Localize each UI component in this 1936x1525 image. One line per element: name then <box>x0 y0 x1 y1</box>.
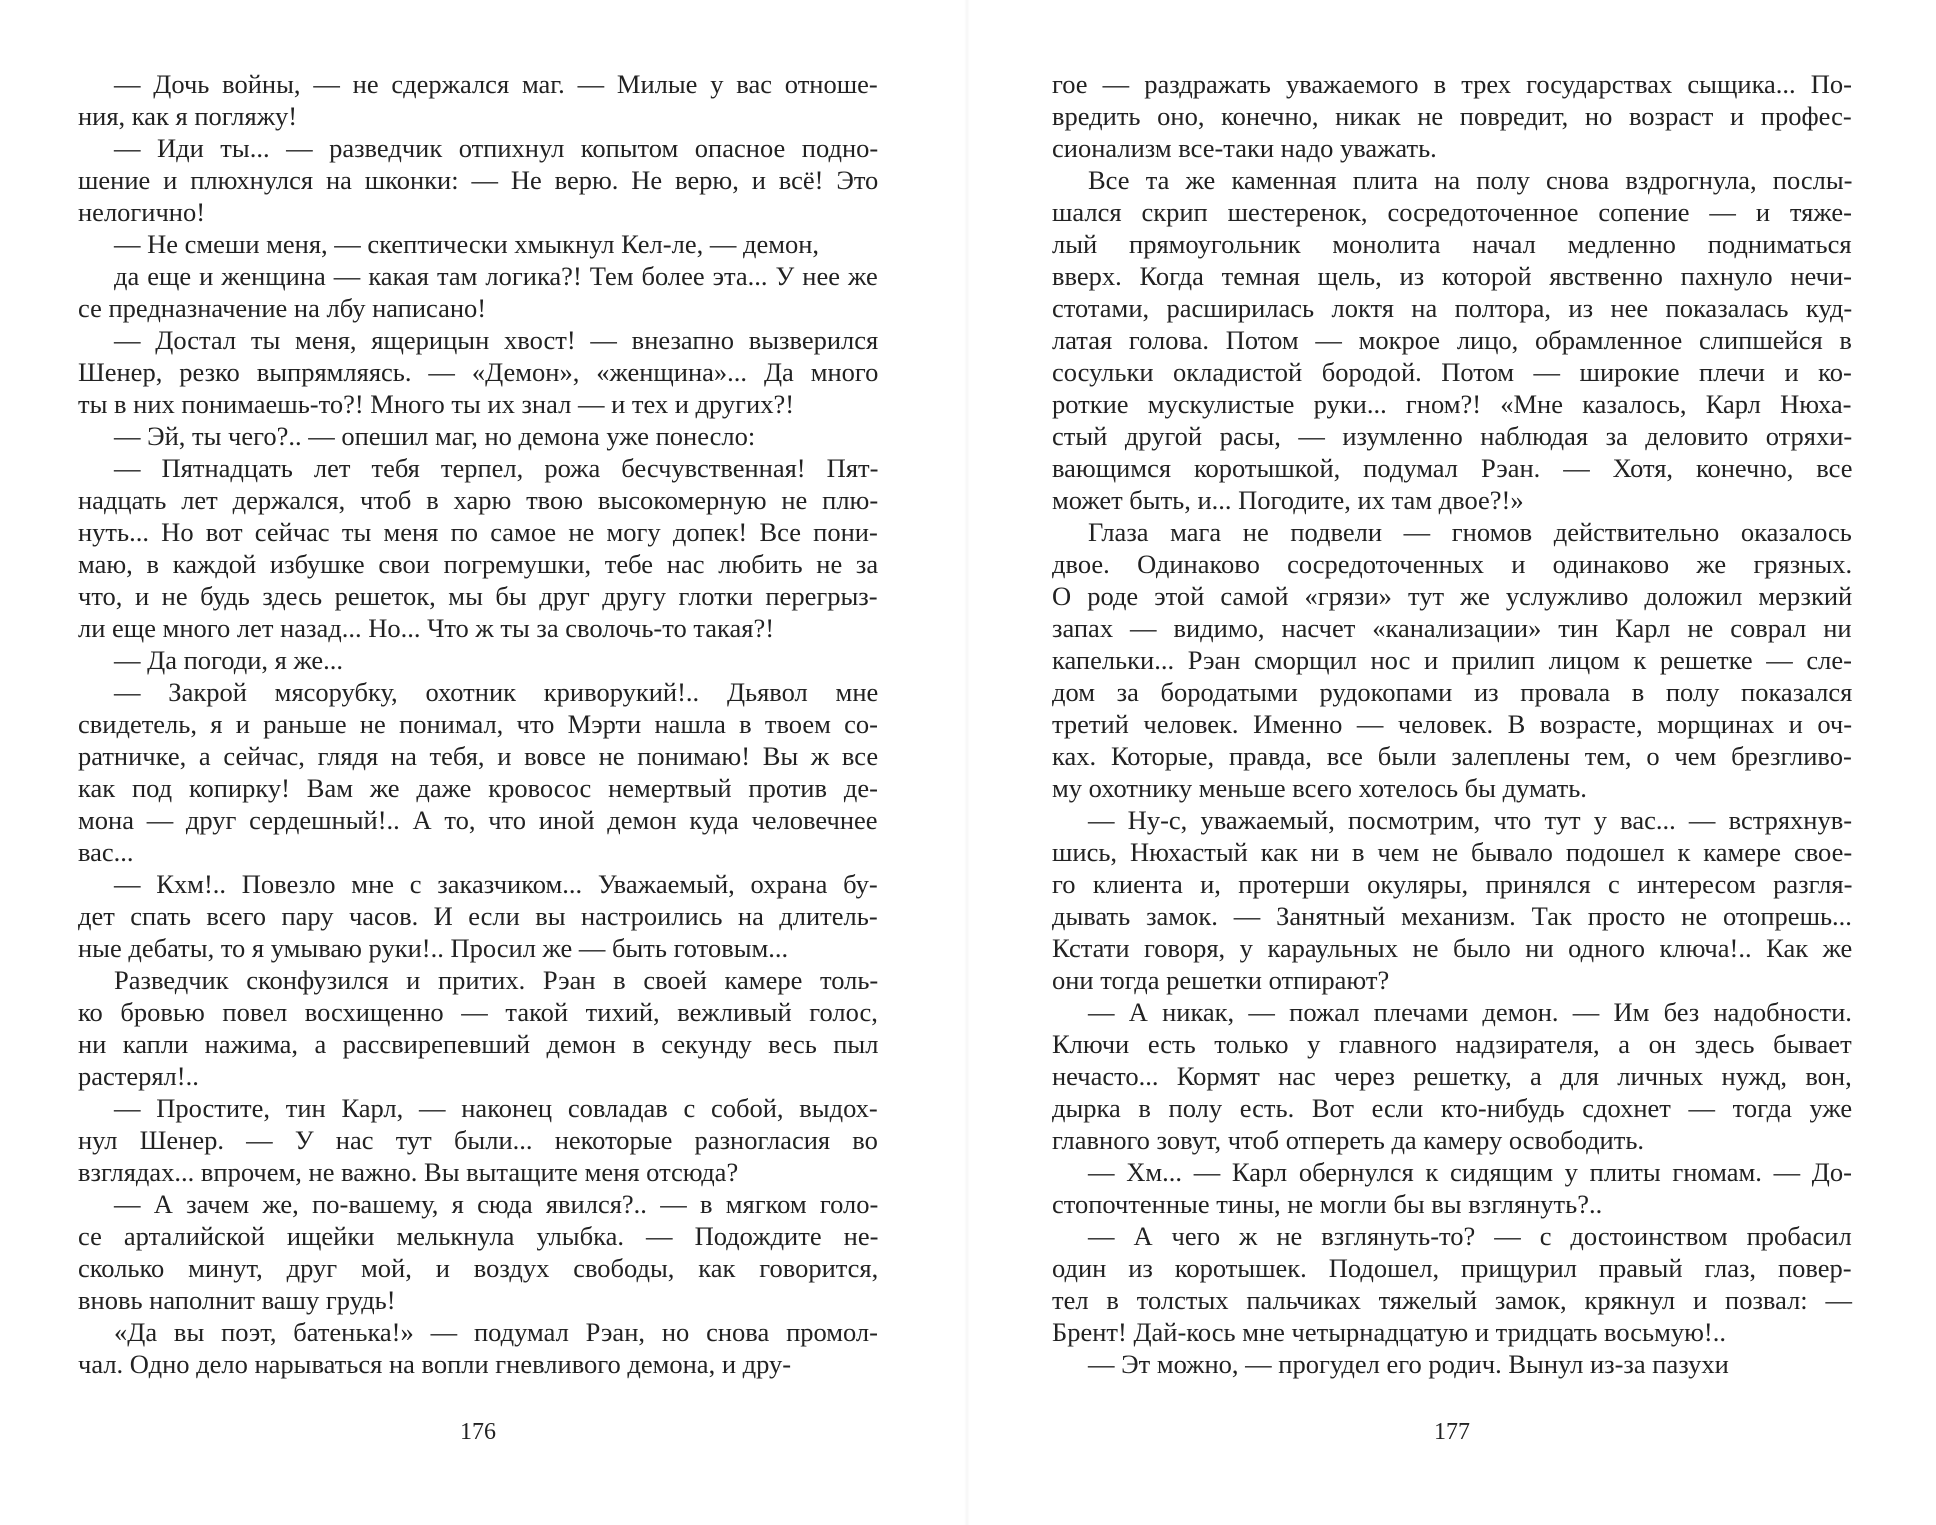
text-line: третий человек. Именно — человек. В возрасте, морщинах и оч- <box>1052 709 1853 739</box>
text-line: нечасто... Кормят нас через решетку, а для личных нужд, вон, <box>1052 1061 1852 1091</box>
text-line: дом за бородатыми рудокопами из провала в полу показался <box>1052 677 1853 707</box>
text-line: дывать замок. — Занятный механизм. Так просто не отопрешь... <box>1052 901 1852 931</box>
text-line: они тогда решетки отпирают? <box>1052 965 1390 995</box>
text-line: мона — друг сердешный!.. А то, что иной демон куда человечнее <box>78 805 878 835</box>
text-line: дет спать всего пару часов. И если вы настроились на длитель- <box>78 901 878 931</box>
text-line: гое — раздражать уважаемого в трех государствах сыщика... По- <box>1052 69 1853 99</box>
text-line: Кстати говоря, у караульных не было ни одного ключа!.. Как же <box>1052 933 1853 963</box>
text-line: главного зовут, чтоб отпереть да камеру освободить. <box>1052 1125 1645 1155</box>
text-line: нул Шенер. — У нас тут были... некоторые разногласия во <box>78 1125 878 1155</box>
text-line: — Да погоди, я же... <box>114 645 344 675</box>
text-line: вверх. Когда темная щель, из которой явственно пахнуло нечи- <box>1052 261 1852 291</box>
text-line: Глаза мага не подвели — гномов действительно оказалось <box>1088 517 1852 547</box>
text-line: Разведчик сконфузился и притих. Рэан в своей камере толь- <box>114 965 879 995</box>
text-line: латая голова. Потом — мокрое лицо, обрамленное слипшейся в <box>1052 325 1852 355</box>
text-line: капельки... Рэан сморщил нос и прилип лицом к решетке — сле- <box>1052 645 1852 675</box>
text-line: ные дебаты, то я умываю руки!.. Просил же — быть готовым... <box>78 933 789 963</box>
text-line: — Эт можно, — прогудел его родич. Вынул из-за пазухи <box>1088 1349 1729 1379</box>
text-line: — Хм... — Карл обернулся к сидящим у плиты гномам. — До- <box>1088 1157 1852 1187</box>
text-line: чал. Одно дело нарываться на вопли гневливого демона, и дру- <box>78 1349 792 1379</box>
text-line: — Кхм!.. Повезло мне с заказчиком... Уважаемый, охрана бу- <box>114 869 878 899</box>
text-line: — Иди ты... — разведчик отпихнул копытом опасное подно- <box>114 133 879 163</box>
text-line: — Простите, тин Карл, — наконец совладав с собой, выдох- <box>114 1093 878 1123</box>
text-line: Ключи есть только у главного надзирателя, а он здесь бывает <box>1052 1029 1852 1059</box>
left-page-number: 176 <box>460 1419 496 1445</box>
text-line: Брент! Дай-кось мне четырнадцатую и тридцать восьмую!.. <box>1052 1317 1727 1347</box>
text-line: О роде этой самой «грязи» тут же услужливо доложил мерзкий <box>1052 581 1853 611</box>
text-line: вновь наполнит вашу грудь! <box>78 1285 396 1315</box>
text-line: ратничке, а сейчас, глядя на тебя, и вовсе не понимаю! Вы ж все <box>78 741 879 771</box>
text-line: двое. Одинаково сосредоточенных и одинаково же грязных. <box>1052 549 1853 579</box>
text-line: может быть, и... Погодите, их там двое?!» <box>1052 485 1524 515</box>
text-line: роткие мускулистые руки... гном?! «Мне казалось, Карл Нюха- <box>1052 389 1852 419</box>
text-line: се предназначение на лбу написано! <box>78 293 487 323</box>
text-line: се арталийской ищейки мелькнула улыбка. — Подождите не- <box>78 1221 879 1251</box>
text-line: нуть... Но вот сейчас ты меня по самое не могу допек! Все пони- <box>78 517 878 547</box>
text-line: — Закрой мясорубку, охотник криворукий!.. Дьявол мне <box>114 677 879 707</box>
text-line: шался скрип шестеренок, сосредоточенное сопение — и тяже- <box>1052 197 1852 227</box>
text-line: Все та же каменная плита на полу снова вздрогнула, послы- <box>1088 165 1853 195</box>
text-line: — Достал ты меня, ящерицын хвост! — внезапно вызверился <box>114 325 879 355</box>
text-line: сколько минут, друг мой, и воздух свободы, как говорится, <box>78 1253 879 1283</box>
text-line: дырка в полу есть. Вот если кто-нибудь сдохнет — тогда уже <box>1052 1093 1853 1123</box>
text-line: взглядах... впрочем, не важно. Вы вытащите меня отсюда? <box>78 1157 739 1187</box>
text-line: как под копирку! Вам же даже кровосос немертвый против де- <box>78 773 878 803</box>
text-line: сосульки окладистой бородой. Потом — широкие плечи и ко- <box>1052 357 1852 387</box>
text-line: стотами, расширилась локтя на полтора, из нее показалась куд- <box>1052 293 1853 323</box>
text-line: — А зачем же, по-вашему, я сюда явился?.. — в мягком голо- <box>114 1189 879 1219</box>
text-line: шись, Нюхастый как ни в чем не бывало подошел к камере свое- <box>1052 837 1853 867</box>
right-page <box>1052 68 1852 1488</box>
left-page-text <box>78 68 878 1380</box>
text-line: нелогично! <box>78 197 206 227</box>
text-line: шение и плюхнулся на шконки: — Не верю. Не верю, и всё! Это <box>78 165 879 195</box>
text-line: — А никак, — пожал плечами демон. — Им без надобности. <box>1088 997 1852 1027</box>
text-line: вающимся коротышкой, подумал Рэан. — Хотя, конечно, все <box>1052 453 1853 483</box>
text-line: вредить оно, конечно, никак не повредит, но возраст и профес- <box>1052 101 1852 131</box>
right-page-number: 177 <box>1434 1419 1470 1445</box>
text-line: Шенер, резко выпрямляясь. — «Демон», «женщина»... Да много <box>78 357 879 387</box>
text-line: свидетель, я и раньше не понимал, что Мэрти нашла в твоем со- <box>78 709 878 739</box>
book-gutter <box>964 0 970 1525</box>
text-line: маю, в каждой избушке свои погремушки, тебе нас любить не за <box>78 549 879 579</box>
text-line: вас... <box>78 837 134 867</box>
text-line: ты в них понимаешь-то?! Много ты их знал — и тех и других?! <box>78 389 795 419</box>
text-line: — Пятнадцать лет тебя терпел, рожа бесчувственная! Пят- <box>114 453 879 483</box>
text-line: стопочтенные тины, не могли бы вы взглянуть?.. <box>1052 1189 1603 1219</box>
text-line: го клиента и, протерши окуляры, принялся с интересом разгля- <box>1052 869 1853 899</box>
text-line: ли еще много лет назад... Но... Что ж ты за сволочь-то такая?! <box>78 613 775 643</box>
text-line: «Да вы поэт, батенька!» — подумал Рэан, но снова промол- <box>114 1317 878 1347</box>
right-page-text <box>1052 68 1852 1380</box>
text-line: ко бровью повел восхищенно — такой тихий, вежливый голос, <box>78 997 878 1027</box>
text-line: что, и не будь здесь решеток, мы бы друг другу глотки перегрыз- <box>78 581 878 611</box>
text-line: растерял!.. <box>78 1061 199 1091</box>
text-line: — Дочь войны, — не сдержался маг. — Милые у вас отноше- <box>114 69 878 99</box>
text-line: тел в толстых пальчиках тяжелый замок, крякнул и позвал: — <box>1052 1285 1853 1315</box>
text-line: да еще и женщина — какая там логика?! Тем более эта... У нее же <box>114 261 878 291</box>
text-line: — Эй, ты чего?.. — опешил маг, но демона уже понесло: <box>114 421 756 451</box>
text-line: лый прямоугольник монолита начал медленно подниматься <box>1052 229 1852 259</box>
text-line: ни капли нажима, а рассвирепевший демон в секунду весь пыл <box>78 1029 879 1059</box>
text-line: стый другой расы, — изумленно наблюдая за деловито отряхи- <box>1052 421 1853 451</box>
text-line: ния, как я погляжу! <box>78 101 298 131</box>
text-line: надцать лет держался, чтоб в харю твою высокомерную не плю- <box>78 485 879 515</box>
text-line: запах — видимо, насчет «канализации» тин Карл не соврал ни <box>1052 613 1852 643</box>
text-line: сионализм все-таки надо уважать. <box>1052 133 1437 163</box>
text-line: один из коротышек. Подошел, прищурил правый глаз, повер- <box>1052 1253 1852 1283</box>
text-line: — Ну-с, уважаемый, посмотрим, что тут у вас... — встряхнув- <box>1088 805 1853 835</box>
text-line: му охотнику меньше всего хотелось бы думать. <box>1052 773 1587 803</box>
text-line: — Не смеши меня, — скептически хмыкнул Кел-ле, — демон, <box>114 229 820 259</box>
text-line: — А чего ж не взглянуть-то? — с достоинством пробасил <box>1088 1221 1852 1251</box>
text-line: ках. Которые, правда, все были залеплены тем, о чем брезгливо- <box>1052 741 1852 771</box>
left-page <box>78 68 878 1488</box>
